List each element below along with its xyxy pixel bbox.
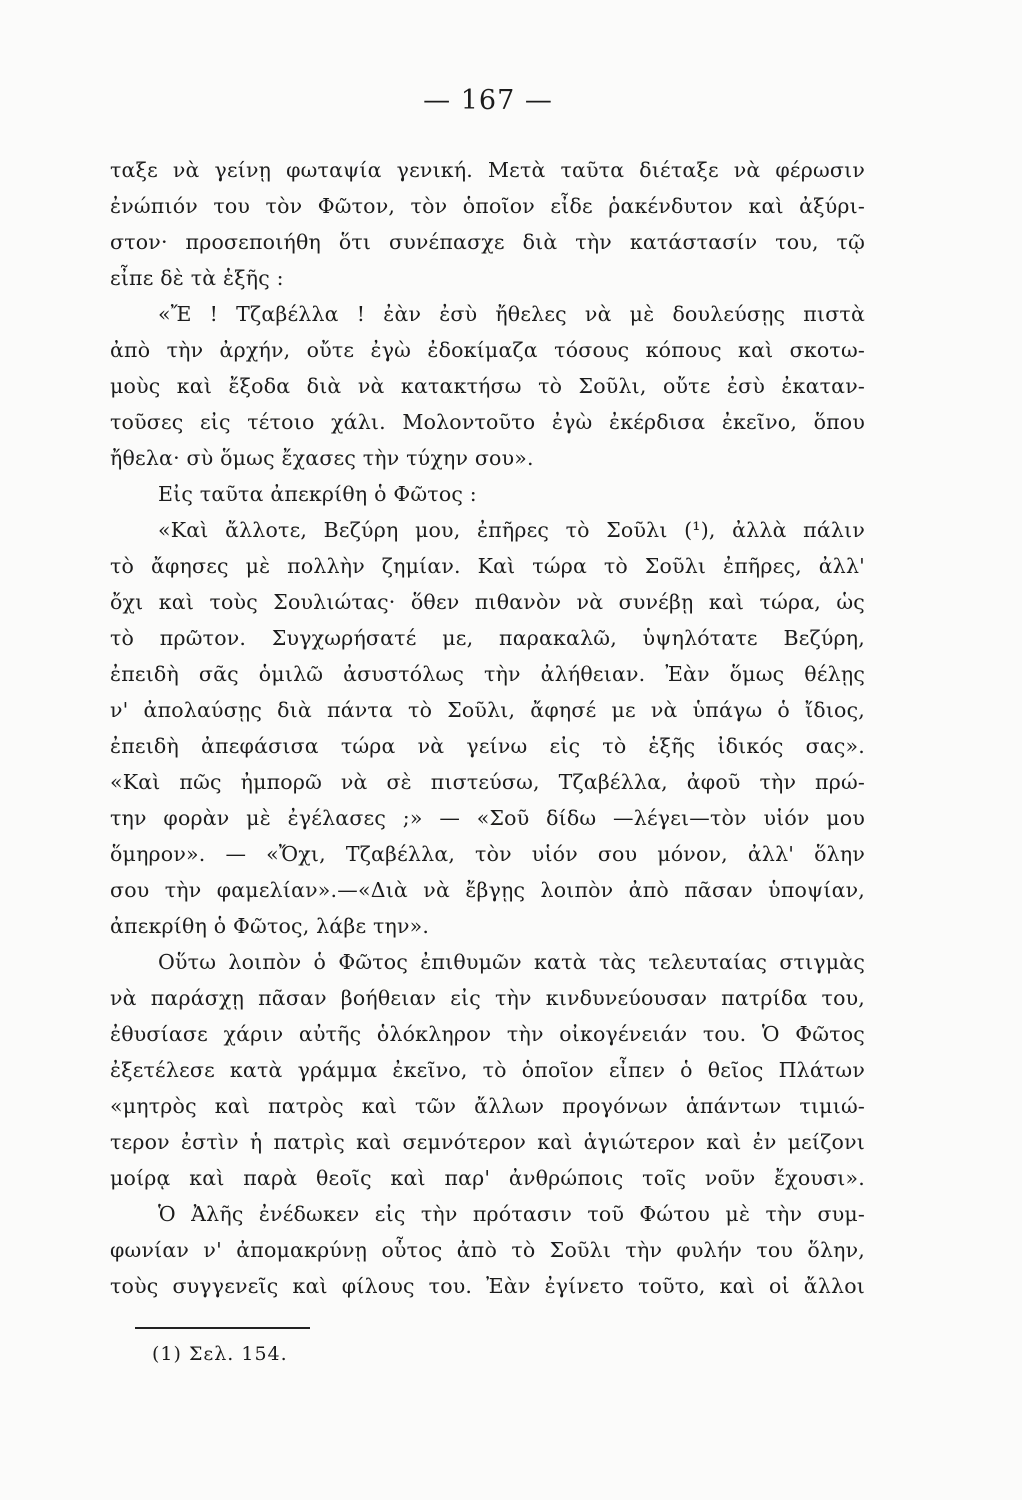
text-line: εἶπε δὲ τὰ ἑξῆς : [110,266,284,290]
text-line: Οὕτω λοιπὸν ὁ Φῶτος ἐπιθυμῶν κατὰ τὰς τελευταίας στιγμὰς [158,950,865,974]
text-line: ἤθελα· σὺ ὅμως ἔχασες τὴν τύχην σου». [110,446,534,470]
text-line: «Καὶ ἄλλοτε, Βεζύρη μου, ἐπῆρες τὸ Σοῦλι (¹), ἀλλὰ πάλιν [158,518,865,542]
text-line: ὄχι καὶ τοὺς Σουλιώτας· ὅθεν πιθανὸν νὰ συνέβῃ καὶ τώρα, ὡς [110,590,865,614]
text-line: Εἰς ταῦτα ἀπεκρίθη ὁ Φῶτος : [158,482,477,506]
text-line: Ὁ Ἀλῆς ἐνέδωκεν εἰς τὴν πρότασιν τοῦ Φώτου μὲ τὴν συμ- [158,1202,865,1226]
text-line: τερον ἐστὶν ἡ πατρὶς καὶ σεμνότερον καὶ ἁγιώτερον καὶ ἐν μείζονι [110,1130,865,1154]
text-line: ν' ἀπολαύσῃς διὰ πάντα τὸ Σοῦλι, ἄφησέ με νὰ ὑπάγω ὁ ἴδιος, [110,698,865,722]
text-line: τοῦσες εἰς τέτοιο χάλι. Μολοντοῦτο ἐγὼ ἐκέρδισα ἐκεῖνο, ὅπου [110,410,865,434]
text-line: ἐπειδὴ σᾶς ὁμιλῶ ἀσυστόλως τὴν ἀλήθειαν. Ἐὰν ὅμως θέλῃς [110,662,865,686]
text-line: την φορὰν μὲ ἐγέλασες ;» — «Σοῦ δίδω —λέγει—τὸν υἱόν μου [110,806,865,830]
body-text [110,152,865,1304]
text-line: ταξε νὰ γείνῃ φωταψία γενική. Μετὰ ταῦτα διέταξε νὰ φέρωσιν [110,158,865,182]
text-line: νὰ παράσχῃ πᾶσαν βοήθειαν εἰς τὴν κινδυνεύουσαν πατρίδα του, [110,986,865,1010]
text-line: στον· προσεποιήθη ὅτι συνέπασχε διὰ τὴν κατάστασίν του, τῷ [110,230,865,254]
text-line: μοὺς καὶ ἔξοδα διὰ νὰ κατακτήσω τὸ Σοῦλι, οὔτε ἐσὺ ἐκαταν- [110,374,865,398]
footnote-divider [135,1327,310,1329]
text-line: ἐθυσίασε χάριν αὐτῆς ὁλόκληρον τὴν οἰκογένειάν του. Ὁ Φῶτος [110,1022,865,1046]
text-line: μοίρᾳ καὶ παρὰ θεοῖς καὶ παρ' ἀνθρώποις τοῖς νοῦν ἔχουσι». [110,1166,865,1190]
text-line: ἐπειδὴ ἀπεφάσισα τώρα νὰ γείνω εἰς τὸ ἑξῆς ἰδικός σας». [110,734,865,758]
text-line: «Ἔ ! Τζαβέλλα ! ἐὰν ἐσὺ ἤθελες νὰ μὲ δουλεύσῃς πιστὰ [158,302,865,326]
text-line: ἐνώπιόν του τὸν Φῶτον, τὸν ὁποῖον εἶδε ῥακένδυτον καὶ ἀξύρι- [110,194,865,218]
text-line: φωνίαν ν' ἀπομακρύνῃ οὗτος ἀπὸ τὸ Σοῦλι τὴν φυλήν του ὅλην, [110,1238,865,1262]
text-line: τὸ πρῶτον. Συγχωρήσατέ με, παρακαλῶ, ὑψηλότατε Βεζύρη, [110,626,865,650]
text-line: σου τὴν φαμελίαν».—«Διὰ νὰ ἔβγῃς λοιπὸν ἀπὸ πᾶσαν ὑποψίαν, [110,878,865,902]
text-line: ἀπεκρίθη ὁ Φῶτος, λάβε την». [110,914,430,938]
text-line: ὅμηρον». — «Ὄχι, Τζαβέλλα, τὸν υἱόν σου μόνον, ἀλλ' ὅλην [110,842,865,866]
page-number: — 167 — [423,85,553,116]
text-line: ἐξετέλεσε κατὰ γράμμα ἐκεῖνο, τὸ ὁποῖον εἶπεν ὁ θεῖος Πλάτων [110,1058,865,1082]
text-line: τὸ ἄφησες μὲ πολλὴν ζημίαν. Καὶ τώρα τὸ Σοῦλι ἐπῆρες, ἀλλ' [110,554,865,578]
footnote: (1) Σελ. 154. [152,1343,288,1365]
text-line: «μητρὸς καὶ πατρὸς καὶ τῶν ἄλλων προγόνων ἁπάντων τιμιώ- [110,1094,865,1118]
text-line: ἀπὸ τὴν ἀρχήν, οὔτε ἐγὼ ἐδοκίμαζα τόσους κόπους καὶ σκοτω- [110,338,865,362]
text-line: «Καὶ πῶς ἠμπορῶ νὰ σὲ πιστεύσω, Τζαβέλλα, ἀφοῦ τὴν πρώ- [110,770,865,794]
text-line: τοὺς συγγενεῖς καὶ φίλους του. Ἐὰν ἐγίνετο τοῦτο, καὶ οἱ ἄλλοι [110,1274,865,1298]
